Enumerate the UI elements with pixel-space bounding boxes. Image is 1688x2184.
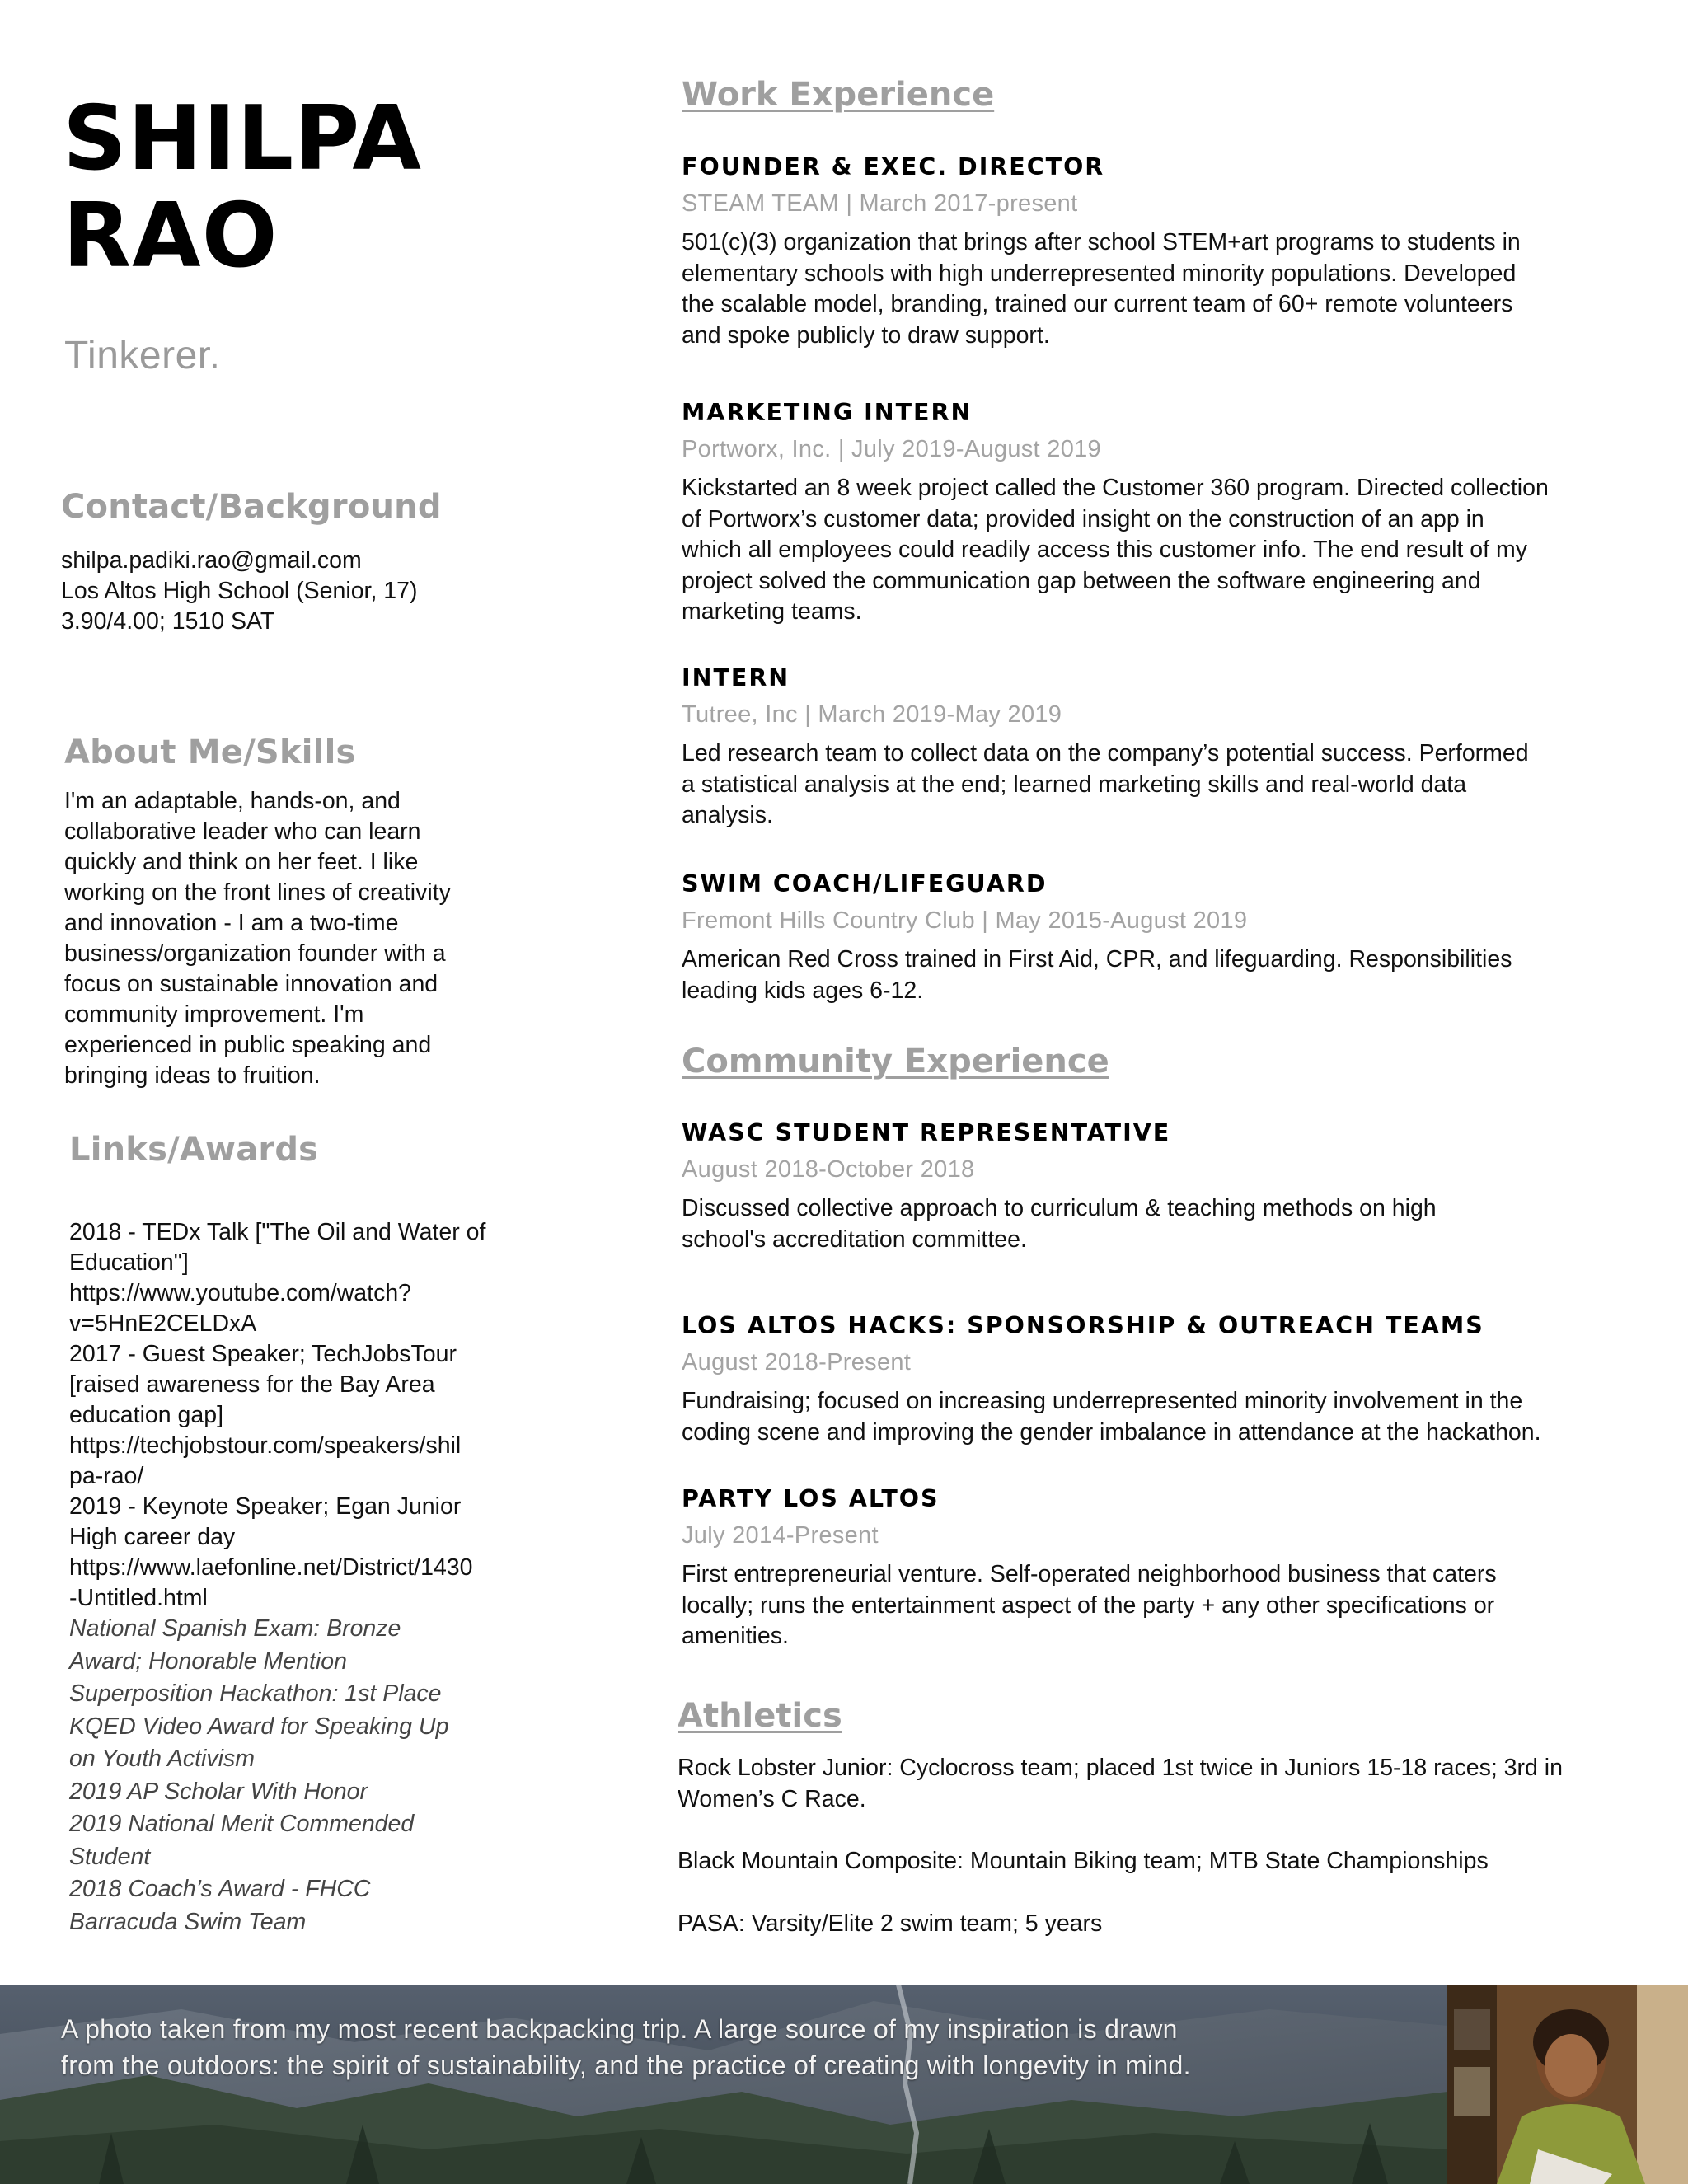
award-line: 2019 AP Scholar With Honor [69,1778,368,1805]
job-description: Led research team to collect data on the company’s potential success. Performed a statistical analysis at the end; learned marketing skills and real-world data analysis. [682,740,1529,828]
about-line: working on the front lines of creativity [64,879,451,906]
award-line: on Youth Activism [69,1746,255,1772]
community-subtitle: July 2014-Present [682,1522,879,1549]
about-line: focus on sustainable innovation and [64,971,438,997]
job-subtitle: Fremont Hills Country Club | May 2015-August 2019 [682,907,1248,934]
link-entry-line: Education"] [69,1249,189,1276]
community-description: Discussed collective approach to curriculum & teaching methods on high school's accreditation committee. [682,1195,1437,1253]
about-paragraph [64,786,526,1091]
link-entry-line: 2018 - TEDx Talk ["The Oil and Water of [69,1219,486,1245]
about-line: I'm an adaptable, hands-on, and [64,788,401,814]
contact-school: Los Altos High School (Senior, 17) [61,578,418,604]
tagline: Tinkerer. [64,334,221,377]
award-line: Barracuda Swim Team [69,1908,307,1935]
link-url-line[interactable]: https://www.laefonline.net/District/1430 [69,1554,473,1581]
award-line: Superposition Hackathon: 1st Place [69,1680,442,1707]
award-line: 2019 National Merit Commended [69,1811,415,1837]
community-title: WASC STUDENT REPRESENTATIVE [682,1119,1171,1146]
link-url-line[interactable]: https://techjobstour.com/speakers/shil [69,1432,462,1459]
link-url-line[interactable]: https://www.youtube.com/watch? [69,1280,412,1306]
about-line: collaborative leader who can learn [64,818,421,845]
athletics-heading: Athletics [678,1697,842,1735]
award-line: KQED Video Award for Speaking Up [69,1713,449,1740]
last-name: RAO [63,185,279,288]
job-title: MARKETING INTERN [682,399,973,426]
job-subtitle: Tutree, Inc | March 2019-May 2019 [682,701,1062,728]
link-entry-line: [raised awareness for the Bay Area [69,1371,435,1398]
link-url-line[interactable]: -Untitled.html [69,1585,208,1611]
work-entry [682,153,1629,351]
photo-caption: A photo taken from my most recent backpacking trip. A large source of my inspiration is drawn from the outdoors: the spirit of sustainability, and the practice of creating with longevity in mind. [61,2014,1191,2080]
community-entry [682,1119,1629,1255]
athletics-item: Black Mountain Composite: Mountain Biking team; MTB State Championships [678,1848,1489,1874]
footer-banner [0,1985,1688,2184]
contact-scores: 3.90/4.00; 1510 SAT [61,608,275,635]
community-description: First entrepreneurial venture. Self-operated neighborhood business that caters locally; runs the entertainment aspect of the party + any other specifications or amenities. [682,1561,1497,1649]
work-entry [682,399,1629,628]
job-title: FOUNDER & EXEC. DIRECTOR [682,153,1105,180]
work-entry [682,870,1629,1006]
link-url-line[interactable]: pa-rao/ [69,1463,144,1489]
link-url-line[interactable]: v=5HnE2CELDxA [69,1310,257,1337]
athletics-item: PASA: Varsity/Elite 2 swim team; 5 years [678,1910,1103,1937]
about-line: experienced in public speaking and [64,1032,432,1058]
work-entry [682,664,1629,832]
about-line: bringing ideas to fruition. [64,1062,321,1089]
links-list [69,1217,531,1614]
about-line: business/organization founder with a [64,940,446,967]
community-entry [682,1312,1629,1448]
community-description: Fundraising; focused on increasing underrepresented minority involvement in the coding scene and improving the gender imbalance in attendance at the hackathon. [682,1388,1541,1446]
athletics-item: Rock Lobster Junior: Cyclocross team; placed 1st twice in Juniors 15-18 races; 3rd in Women’s C Race. [678,1755,1563,1812]
job-subtitle: STEAM TEAM | March 2017-present [682,190,1078,217]
award-line: National Spanish Exam: Bronze [69,1615,401,1642]
about-line: and innovation - I am a two-time [64,910,399,936]
job-title: SWIM COACH/LIFEGUARD [682,870,1048,898]
contact-details [61,546,418,637]
job-title: INTERN [682,664,790,691]
awards-list [69,1613,531,1938]
link-entry-line: 2017 - Guest Speaker; TechJobsTour [69,1341,457,1367]
job-description: 501(c)(3) organization that brings after school STEM+art programs to students in elementary schools with high underrepresented minority populations. Developed the scalable model, branding, trained our current team of 60+ remote volunteers and spoke publicly to draw support. [682,229,1521,349]
about-heading: About Me/Skills [64,733,356,771]
link-entry-line: education gap] [69,1402,223,1428]
link-entry-line: High career day [69,1524,236,1550]
about-line: community improvement. I'm [64,1001,364,1028]
community-subtitle: August 2018-October 2018 [682,1156,975,1183]
work-experience-heading: Work Experience [682,76,995,114]
community-experience-heading: Community Experience [682,1043,1109,1080]
job-description: Kickstarted an 8 week project called the Customer 360 program. Directed collection of Portworx’s customer data; provided insight on the construction of an app in which all employees could readily access this customer info. The end result of my project solved the communication gap between the software engineering and marketing teams. [682,475,1549,625]
award-line: Award; Honorable Mention [69,1647,347,1675]
award-line: 2018 Coach’s Award - FHCC [69,1876,371,1902]
contact-heading: Contact/Background [61,488,442,526]
links-heading: Links/Awards [69,1131,319,1169]
portrait-photo [1447,1985,1688,2184]
contact-email: shilpa.padiki.rao@gmail.com [61,547,362,574]
job-description: American Red Cross trained in First Aid, CPR, and lifeguarding. Responsibilities leading kids ages 6-12. [682,946,1512,1004]
community-title: LOS ALTOS HACKS: SPONSORSHIP & OUTREACH TEAMS [682,1312,1484,1339]
community-entry [682,1485,1629,1652]
link-entry-line: 2019 - Keynote Speaker; Egan Junior [69,1493,462,1520]
first-name: SHILPA [63,87,422,190]
community-subtitle: August 2018-Present [682,1349,912,1376]
about-line: quickly and think on her feet. I like [64,849,419,875]
community-title: PARTY LOS ALTOS [682,1485,940,1512]
job-subtitle: Portworx, Inc. | July 2019-August 2019 [682,436,1101,462]
name-heading [63,87,422,288]
award-line: Student [69,1843,151,1870]
